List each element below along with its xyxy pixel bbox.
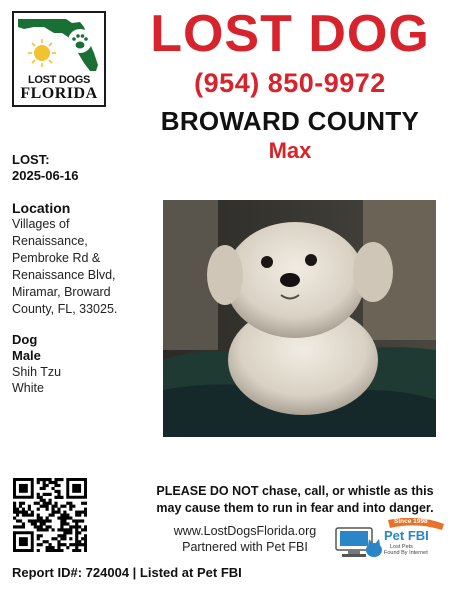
pet-photo <box>163 200 436 437</box>
pet-breed: Shih Tzu <box>12 365 62 379</box>
qr-code[interactable] <box>13 478 87 552</box>
pet-fbi-since: Since 1998 <box>394 518 428 525</box>
location-text <box>12 216 152 318</box>
partner-text: Partnered with Pet FBI <box>182 540 308 554</box>
pet-species: Dog <box>12 332 38 347</box>
sun-icon <box>28 39 56 67</box>
logo-text-florida: FLORIDA <box>20 85 98 102</box>
location-line: Villages of <box>12 217 70 231</box>
pet-sex: Male <box>12 348 41 363</box>
flyer-headline: LOST DOG <box>150 5 430 63</box>
pet-name: Max <box>268 138 312 163</box>
location-line: Miramar, Broward <box>12 285 111 299</box>
location-line: Renaissance Blvd, <box>12 268 116 282</box>
warning-line: PLEASE DO NOT chase, call, or whistle as this <box>156 484 434 498</box>
location-label: Location <box>12 200 71 216</box>
logo-text-lost-dogs: LOST DOGS <box>27 74 91 86</box>
pet-fbi-name: Pet FBI <box>384 528 429 543</box>
contact-phone: (954) 850-9972 <box>194 68 386 98</box>
lost-date-value: 2025-06-16 <box>12 168 79 183</box>
location-line: Pembroke Rd & <box>12 251 101 265</box>
pet-color: White <box>12 381 44 395</box>
lost-dogs-florida-logo <box>12 11 106 107</box>
pet-fbi-tagline: Lost Pets <box>390 544 413 550</box>
county-name: BROWARD COUNTY <box>160 106 420 136</box>
paw-print-icon <box>68 29 92 53</box>
pet-fbi-tagline: Found By Internet <box>384 550 428 556</box>
do-not-chase-warning <box>140 483 450 517</box>
lost-date-label: LOST: <box>12 152 50 167</box>
location-line: Renaissance, <box>12 234 88 248</box>
website-link[interactable]: www.LostDogsFlorida.org <box>173 524 317 538</box>
location-line: County, FL, 33025. <box>12 302 118 316</box>
warning-line: may cause them to run in fear and into danger. <box>156 501 434 515</box>
report-footer: Report ID#: 724004 | Listed at Pet FBI <box>12 565 242 580</box>
pet-fbi-logo <box>332 518 452 562</box>
